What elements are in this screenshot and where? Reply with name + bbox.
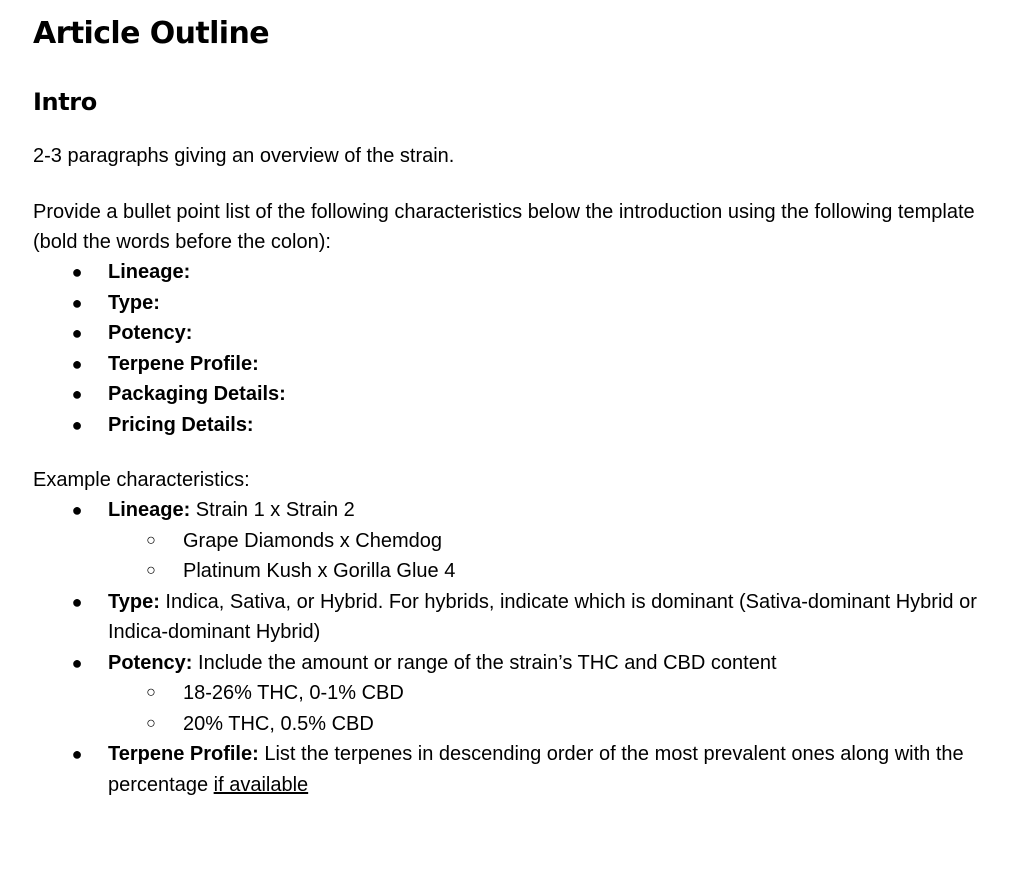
list-item — [33, 739, 1018, 800]
bullet-icon: ● — [71, 323, 83, 343]
example-potency-sub-1: 18-26% THC, 0-1% CBD — [183, 682, 404, 704]
bullet-icon: ● — [71, 652, 83, 673]
list-item — [33, 495, 1018, 587]
bullet-icon: ● — [71, 384, 83, 404]
hollow-bullet-icon: ○ — [146, 562, 156, 579]
example-label-potency: Potency: — [108, 651, 193, 674]
template-label-type: Type: — [108, 291, 160, 314]
intro-paragraph-overview: 2-3 paragraphs giving an overview of the strain. — [33, 145, 455, 167]
example-label-type: Type: — [108, 590, 160, 613]
sub-bullet-list — [108, 526, 1018, 587]
hollow-bullet-icon: ○ — [146, 714, 156, 732]
list-item — [108, 526, 1018, 557]
bullet-icon: ● — [71, 353, 83, 374]
template-label-pricing-details: Pricing Details: — [108, 413, 254, 436]
template-label-lineage: Lineage: — [108, 261, 191, 283]
bullet-icon: ● — [71, 744, 83, 764]
template-label-potency: Potency: — [108, 322, 193, 344]
intro-paragraph-instructions: Provide a bullet point list of the following characteristics below the introduction using the following template (bold the words before the colon): — [33, 201, 975, 253]
list-item — [33, 379, 1018, 410]
list-item — [33, 648, 1018, 740]
template-bullet-list — [33, 257, 1018, 440]
list-item — [33, 257, 1018, 288]
bullet-icon: ● — [71, 414, 83, 435]
bullet-icon: ● — [71, 292, 83, 313]
example-text-type: Indica, Sativa, or Hybrid. For hybrids, indicate which is dominant (Sativa-dominant Hybrid or Indica-dominant Hybrid) — [108, 590, 977, 643]
list-item — [33, 349, 1018, 380]
example-lineage-sub-2: Platinum Kush x Gorilla Glue 4 — [183, 560, 456, 582]
page-title: Article Outline — [33, 16, 269, 51]
document — [33, 14, 1018, 800]
if-available-link[interactable]: if available — [213, 773, 309, 796]
example-label-lineage: Lineage: — [108, 499, 191, 521]
intro-heading: Intro — [33, 88, 97, 116]
bullet-icon: ● — [71, 591, 83, 612]
example-text-lineage: Strain 1 x Strain 2 — [190, 499, 355, 521]
list-item — [108, 678, 1018, 709]
list-item — [33, 410, 1018, 441]
list-item — [108, 556, 1018, 587]
list-item — [33, 587, 1018, 648]
example-bullet-list — [33, 495, 1018, 800]
example-text-potency: Include the amount or range of the strain’s THC and CBD content — [192, 651, 777, 674]
list-item — [33, 288, 1018, 319]
hollow-bullet-icon: ○ — [146, 684, 156, 701]
template-label-packaging-details: Packaging Details: — [108, 383, 286, 405]
sub-bullet-list — [108, 678, 1018, 739]
example-potency-sub-2: 20% THC, 0.5% CBD — [183, 712, 374, 735]
hollow-bullet-icon: ○ — [146, 531, 156, 549]
list-item — [108, 709, 1018, 740]
list-item — [33, 318, 1018, 349]
example-label-terpene-profile: Terpene Profile: — [108, 743, 259, 765]
example-heading: Example characteristics: — [33, 469, 250, 491]
bullet-icon: ● — [71, 262, 83, 282]
bullet-icon: ● — [71, 500, 83, 520]
example-lineage-sub-1: Grape Diamonds x Chemdog — [183, 529, 443, 552]
example-text-terpene-profile: List the terpenes in descending order of the most prevalent ones along with the percentage — [108, 743, 964, 796]
template-label-terpene-profile: Terpene Profile: — [108, 352, 259, 375]
